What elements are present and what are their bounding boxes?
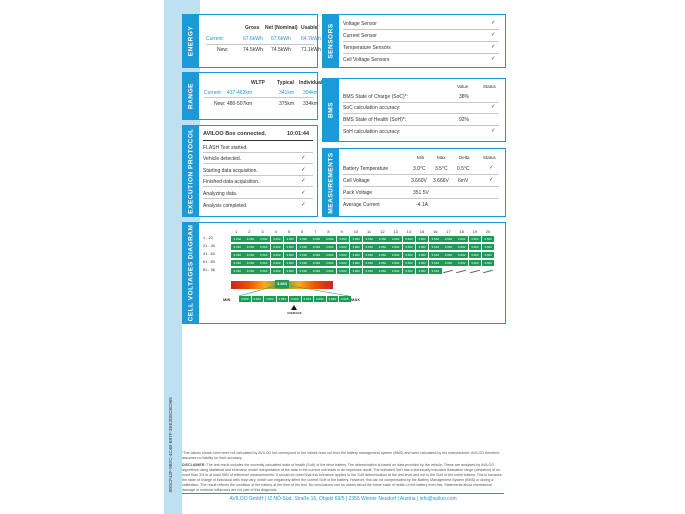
column-label: 16 <box>433 229 438 234</box>
cell-voltage: 3.662 <box>482 260 495 266</box>
column-label: 13 <box>393 229 398 234</box>
cell-voltage: 3.662 <box>389 236 402 242</box>
cell-voltage: 3.662 <box>455 236 468 242</box>
cell-voltage: 3.662 <box>469 260 482 266</box>
check-icon: ✓ <box>301 178 306 184</box>
empty-cell-dash <box>483 270 493 273</box>
cell-voltage: 3.662 <box>403 236 416 242</box>
energy-current-gross: 67.6kWh <box>243 36 263 42</box>
execution-time: 10:01:44 <box>287 131 310 137</box>
row-label: 21 - 40 <box>203 244 215 248</box>
cell-voltage: 3.662 <box>271 268 284 274</box>
disclaimer-text: The test result includes the currently calculated state of health (SoH) of the drive battery. The determination is based on data provided by the vehicle. These are analysed by AVILOO algorithms using statistical and extensive model interpretation of the data in the current unit leads to an imprecise result. The indicated SoH has a technically indicated fluctuation range (deviation) of no more than 3% in at least 95% of reference measurements. It should be noted that this tolerance applies to the SoH determination at the test level and not to the SoH of the entire battery. This is because the state of charge of individual cells may vary, which can negatively affect the current SoH of the battery. However, this can be compensated by the Battery Management System (BMS) or during a calibration. The result reflects the condition of the battery at the time of the test. No conclusions can be drawn about the future state of health of the battery from this. Statements about mechanical damage or external influences are not part of this diagnosis. <box>182 463 502 492</box>
average-label: AVERAGE <box>287 311 302 315</box>
footer: AVILOO GmbH | IZ NÖ-Süd, Straße 16, Objekt 69/5 | 2355 Wiener Neudorf | Austria | info@aviloo.com <box>229 496 457 502</box>
execution-step: Finished data acquisition. <box>203 179 260 185</box>
cell-voltage: 3.662 <box>429 260 442 266</box>
cell-voltage: 3.662 <box>284 252 297 258</box>
range-label: RANGE <box>183 73 199 119</box>
cell-voltage: 3.662 <box>271 252 284 258</box>
cell-voltage: 3.662 <box>323 236 336 242</box>
cell-voltage: 3.662 <box>363 268 376 274</box>
cell-voltage: 3.662 <box>337 268 350 274</box>
range-header-typical: Typical <box>277 80 294 86</box>
cell-voltage: 3.662 <box>376 236 389 242</box>
column-label: 20 <box>485 229 491 234</box>
cell-voltage: 3.662 <box>482 244 495 250</box>
meas-header-min: Min <box>417 155 425 160</box>
cell-voltage: 3.662 <box>403 260 416 266</box>
cell-voltage: 3.662 <box>257 260 270 266</box>
range-new-label: New: <box>214 101 226 107</box>
energy-new-label: New: <box>217 47 229 53</box>
check-icon: ✓ <box>301 190 306 196</box>
cell-voltage: 3.662 <box>310 252 323 258</box>
cell-voltage: 3.662 <box>429 244 442 250</box>
cell-grid <box>201 223 505 323</box>
scale-cell: 3.666 <box>340 297 349 301</box>
cell-voltage: 3.662 <box>297 236 310 242</box>
bms-soh-accuracy-label: SoH calculation accuracy: <box>343 129 401 135</box>
cell-voltage: 3.662 <box>257 236 270 242</box>
cell-voltage: 3.662 <box>442 260 455 266</box>
cell-voltage: 3.662 <box>455 260 468 266</box>
meas-battery-temp-min: 3.0°C <box>413 166 426 172</box>
execution-step: Starting data acquisition. <box>203 168 258 174</box>
column-label: 8 <box>327 229 330 234</box>
column-label: 4 <box>274 229 277 234</box>
cell-voltage: 3.662 <box>482 236 495 242</box>
empty-cell-dash <box>470 270 480 273</box>
cell-voltage: 3.662 <box>271 244 284 250</box>
cell-voltage: 3.662 <box>363 260 376 266</box>
cell-voltage: 3.662 <box>416 260 429 266</box>
cell-voltage: 3.662 <box>403 252 416 258</box>
meas-battery-temp-label: Battery Temperature <box>343 166 389 172</box>
cell-voltage: 3.662 <box>442 252 455 258</box>
cell-voltage: 3.662 <box>323 244 336 250</box>
cell-voltage: 3.662 <box>389 260 402 266</box>
cell-voltage: 3.662 <box>416 244 429 250</box>
bms-soc-value: 38% <box>459 94 470 100</box>
execution-panel <box>182 125 318 217</box>
cell-voltage: 3.662 <box>284 260 297 266</box>
cell-voltage: 3.662 <box>403 244 416 250</box>
cell-voltages-panel <box>182 222 506 324</box>
cell-voltage: 3.662 <box>416 268 429 274</box>
cell-voltage: 3.662 <box>442 236 455 242</box>
execution-step: FLASH Test started. <box>203 145 248 151</box>
meas-cell-voltage-label: Cell Voltage <box>343 178 370 184</box>
cell-voltage: 3.662 <box>257 252 270 258</box>
check-icon: ✓ <box>301 167 306 173</box>
cell-voltage: 3.662 <box>350 260 363 266</box>
scale-cell: 3.660 <box>240 297 249 301</box>
triangle-icon <box>291 305 297 310</box>
cell-voltage: 3.662 <box>429 268 442 274</box>
bms-panel <box>322 78 506 142</box>
sensors-label: SENSORS <box>323 15 339 67</box>
check-icon: ✓ <box>301 202 306 208</box>
empty-cell-dash <box>456 270 466 273</box>
measurements-label: MEASUREMENTS <box>323 149 339 216</box>
energy-label: ENERGY <box>183 15 199 67</box>
column-label: 2 <box>248 229 251 234</box>
energy-current-net: 67.6kWh <box>271 36 291 42</box>
scale-cell: 3.662 <box>265 297 274 301</box>
cell-voltage: 3.662 <box>323 268 336 274</box>
cell-voltage: 3.662 <box>376 252 389 258</box>
footer-divider <box>182 493 504 494</box>
cell-voltage: 3.662 <box>310 260 323 266</box>
cell-voltage: 3.662 <box>337 244 350 250</box>
column-label: 19 <box>472 229 478 234</box>
sensor-temperature: Temperature Sensors <box>343 45 391 51</box>
check-icon: ✓ <box>491 44 496 50</box>
cell-voltage: 3.662 <box>231 268 244 274</box>
cell-voltage: 3.662 <box>469 252 482 258</box>
cell-voltage: 3.662 <box>455 244 468 250</box>
meas-header-delta: Delta <box>459 155 470 160</box>
meas-battery-temp-delta: 0.5°C <box>457 166 470 172</box>
meas-header-max: Max <box>437 155 446 160</box>
column-label: 1 <box>235 229 238 234</box>
cell-voltage: 3.662 <box>244 236 257 242</box>
asterisk-note: *The values shown here were not calculated by AVILOO but correspond to the values read out from the battery management system (BMS) and were calculated by the manufacturer. AVILOO therefore assumes no liability for their accuracy. <box>182 451 500 460</box>
min-label: MIN <box>223 297 231 302</box>
empty-cell-dash <box>443 270 453 273</box>
cell-voltage: 3.662 <box>271 260 284 266</box>
row-label: 61 - 80 <box>203 260 215 264</box>
bms-soc-accuracy-label: SoC calculation accuracy: <box>343 105 401 111</box>
cell-voltage: 3.662 <box>297 260 310 266</box>
row-label: 81 - 96 <box>203 268 215 272</box>
energy-header-net: Net (Nominal) <box>265 25 298 31</box>
energy-new-net: 74.5kWh <box>271 47 291 53</box>
column-label: 6 <box>301 229 304 234</box>
cell-voltage: 3.662 <box>271 236 284 242</box>
cell-voltage: 3.662 <box>376 244 389 250</box>
cell-voltage: 3.662 <box>376 268 389 274</box>
column-label: 3 <box>261 229 264 234</box>
energy-header-usable: Usable <box>301 25 318 31</box>
meas-cell-voltage-min: 3.660V <box>411 178 427 184</box>
cell-voltage: 3.662 <box>310 244 323 250</box>
range-new-typical: 375km <box>279 101 295 107</box>
cell-voltage: 3.662 <box>310 268 323 274</box>
cell-voltage: 3.662 <box>244 244 257 250</box>
cell-voltage: 3.662 <box>257 244 270 250</box>
bms-soc-label: BMS State of Charge (SoC)*: <box>343 94 409 100</box>
cell-voltage: 3.662 <box>416 236 429 242</box>
range-panel <box>182 72 323 120</box>
cell-voltage: 3.662 <box>284 236 297 242</box>
execution-title: AVILOO Box connected. <box>203 131 267 137</box>
meas-cell-voltage-delta: 6mV <box>458 178 469 184</box>
execution-label: EXECUTION PROTOCOL <box>183 126 199 216</box>
execution-step: Analyzing data. <box>203 191 238 197</box>
cell-voltage: 3.662 <box>284 244 297 250</box>
range-current-label: Current: <box>204 90 223 96</box>
cell-voltage: 3.662 <box>337 252 350 258</box>
column-label: 15 <box>419 229 425 234</box>
range-new-individual: 334km <box>303 101 319 107</box>
sensor-cell-voltage: Cell Voltage Sensors <box>343 57 390 63</box>
bms-header-status: Status <box>483 84 496 89</box>
energy-panel <box>182 14 321 68</box>
cell-voltage: 3.662 <box>231 260 244 266</box>
sensor-voltage: Voltage Sensor <box>343 21 377 27</box>
cell-voltage: 3.662 <box>389 252 402 258</box>
cell-voltage: 3.662 <box>429 252 442 258</box>
range-current-wltp: 437-462km <box>227 90 253 96</box>
row-label: 1 - 20 <box>203 236 213 240</box>
column-label: 14 <box>406 229 412 234</box>
column-label: 18 <box>459 229 464 234</box>
energy-new-gross: 74.5kWh <box>243 47 263 53</box>
cell-voltage: 3.662 <box>376 260 389 266</box>
cell-voltage: 3.662 <box>244 260 257 266</box>
cell-voltage: 3.662 <box>231 244 244 250</box>
check-icon: ✓ <box>491 32 496 38</box>
bms-label: BMS <box>323 79 339 141</box>
energy-current-label: Current: <box>206 36 225 42</box>
cell-voltage: 3.662 <box>363 236 376 242</box>
scale-cell: 3.662 <box>278 297 286 301</box>
cell-voltage: 3.662 <box>297 268 310 274</box>
cell-voltage: 3.662 <box>363 252 376 258</box>
cell-voltage: 3.662 <box>297 244 310 250</box>
cell-voltage: 3.662 <box>350 268 363 274</box>
cell-voltage: 3.662 <box>389 244 402 250</box>
column-label: 5 <box>287 229 291 234</box>
energy-header-gross: Gross <box>245 25 260 31</box>
check-icon: ✓ <box>491 56 496 62</box>
cell-voltage: 3.662 <box>429 236 442 242</box>
cell-voltage: 3.662 <box>310 236 323 242</box>
range-header-wltp: WLTP <box>251 80 265 86</box>
meas-pack-voltage-value: 351.5V <box>413 190 429 196</box>
cell-voltage: 3.662 <box>455 252 468 258</box>
sensors-panel <box>322 14 506 68</box>
bms-soh-label: BMS State of Health (SoH)*: <box>343 117 407 123</box>
energy-new-usable: 71.1kWh <box>301 47 321 53</box>
bms-soh-value: 92% <box>459 117 470 123</box>
sensor-current: Current Sensor <box>343 33 377 39</box>
column-label: 12 <box>380 229 385 234</box>
execution-step: Analysis completed. <box>203 203 248 209</box>
check-icon: ✓ <box>489 165 494 171</box>
range-new-wltp: 480-507km <box>227 101 253 107</box>
max-label: MAX <box>351 297 360 302</box>
gauge-value: 3.663 <box>277 281 288 286</box>
cell-voltage: 3.662 <box>297 252 310 258</box>
column-label: 9 <box>340 229 343 234</box>
cell-voltage: 3.662 <box>403 268 416 274</box>
cell-voltage: 3.662 <box>337 236 350 242</box>
meas-pack-voltage-label: Pack Voltage <box>343 190 373 196</box>
check-icon: ✓ <box>491 20 496 26</box>
check-icon: ✓ <box>489 177 494 183</box>
check-icon: ✓ <box>301 155 306 161</box>
cell-voltage: 3.662 <box>231 252 244 258</box>
check-icon: ✓ <box>491 128 496 134</box>
cell-voltage: 3.662 <box>231 236 244 242</box>
cell-voltage: 3.662 <box>350 252 363 258</box>
range-current-individual: 304km <box>303 90 319 96</box>
execution-step: Vehicle detected. <box>203 156 242 162</box>
cell-voltage: 3.662 <box>389 268 402 274</box>
cell-voltage: 3.662 <box>244 252 257 258</box>
cell-voltage: 3.662 <box>416 252 429 258</box>
meas-cell-voltage-max: 3.666V <box>433 178 449 184</box>
cell-voltage: 3.662 <box>323 252 336 258</box>
meas-battery-temp-max: 3.5°C <box>435 166 448 172</box>
cell-voltage: 3.662 <box>442 244 455 250</box>
cell-voltage: 3.662 <box>350 236 363 242</box>
scale-cell: 3.663 <box>303 297 311 301</box>
meas-avg-current-label: Average Current <box>343 202 380 208</box>
cell-voltage: 3.662 <box>350 244 363 250</box>
cell-voltage: 3.662 <box>482 252 495 258</box>
scale-cell: 3.663 <box>290 297 299 301</box>
column-label: 11 <box>367 229 372 234</box>
disclaimer-note <box>182 463 504 493</box>
cell-voltages-label: CELL VOLTAGES DIAGRAM <box>183 223 199 323</box>
cell-voltage: 3.662 <box>284 268 297 274</box>
row-label: 41 - 60 <box>203 252 215 256</box>
cell-voltage: 3.662 <box>337 260 350 266</box>
scale-cell: 3.661 <box>253 297 261 301</box>
meas-header-status: Status <box>483 155 496 160</box>
cell-voltage: 3.662 <box>469 244 482 250</box>
measurements-panel <box>322 148 506 217</box>
disclaimer-title: DISCLAIMER: <box>182 463 206 467</box>
cell-voltage: 3.662 <box>363 244 376 250</box>
report-id: 80SCF42F-9B7C-4C4B-B97F-3EE3DEC8C965 <box>168 397 173 493</box>
range-header-individual: Individual <box>299 80 323 86</box>
column-label: 17 <box>446 229 451 234</box>
cell-voltage: 3.662 <box>257 268 270 274</box>
cell-voltage: 3.662 <box>469 236 482 242</box>
bms-header-value: Value <box>457 84 469 89</box>
meas-avg-current-value: -4.1A <box>416 202 428 208</box>
column-label: 10 <box>353 229 359 234</box>
range-current-typical: 341km <box>279 90 295 96</box>
scale-cell: 3.665 <box>328 297 336 301</box>
scale-cell: 3.664 <box>315 297 324 301</box>
cell-voltage: 3.662 <box>244 268 257 274</box>
cell-voltage: 3.662 <box>323 260 336 266</box>
column-label: 7 <box>314 229 317 234</box>
energy-current-usable: 64.7kWh <box>301 36 321 42</box>
check-icon: ✓ <box>491 104 496 110</box>
